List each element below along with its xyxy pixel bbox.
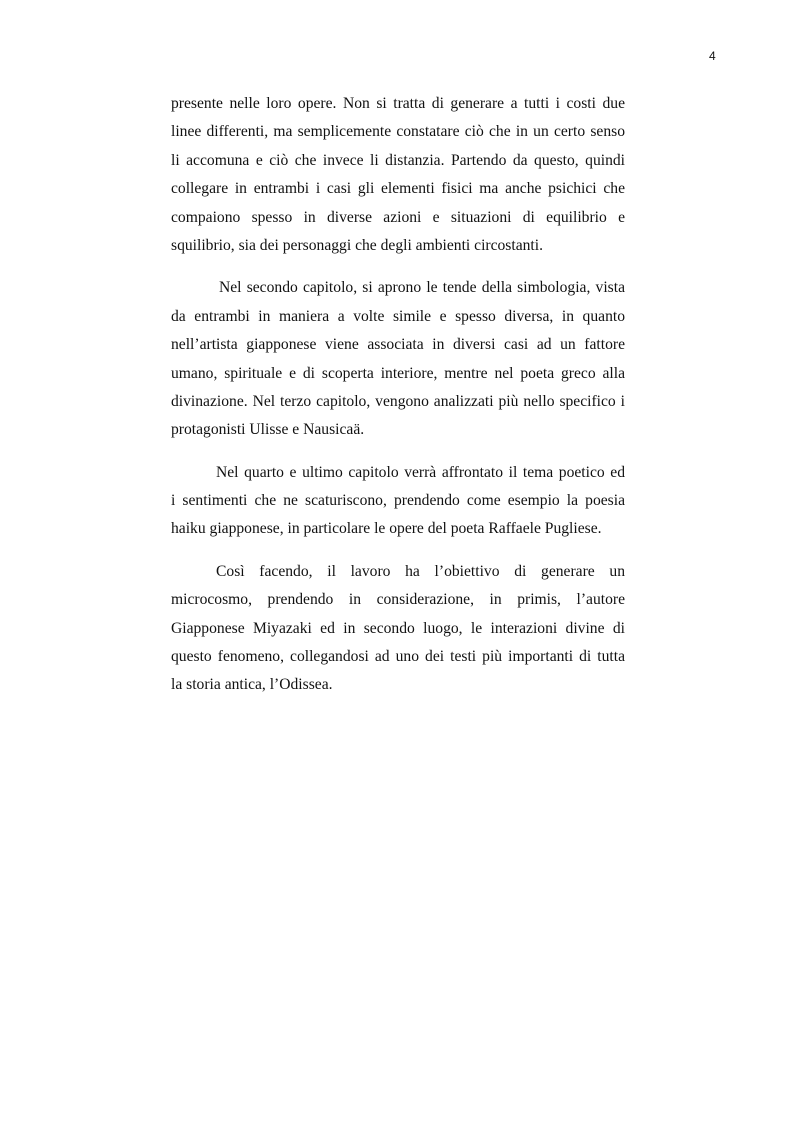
text-line: protagonisti Ulisse e Nausicaä. (171, 421, 365, 439)
text-line: nell’artista giapponese viene associata in diversi casi ad un fattore (171, 336, 625, 354)
text-line: collegare in entrambi i casi gli elementi fisici ma anche psichici che (171, 180, 625, 198)
text-line: squilibrio, sia dei personaggi che degli ambienti circostanti. (171, 236, 543, 254)
text-line: Giapponese Miyazaki ed in secondo luogo, le interazioni divine di (171, 619, 625, 637)
text-line: Così facendo, il lavoro ha l’obiettivo di generare un (216, 562, 625, 580)
text-line: questo fenomeno, collegandosi ad uno dei testi più importanti di tutta (171, 648, 625, 666)
document-body (171, 90, 625, 714)
text-line: compaiono spesso in diverse azioni e situazioni di equilibrio e (171, 208, 625, 226)
text-line: da entrambi in maniera a volte simile e spesso diversa, in quanto (171, 307, 625, 325)
paragraph-2 (171, 274, 625, 444)
text-line: li accomuna e ciò che invece li distanzia. Partendo da questo, quindi (171, 151, 625, 169)
page-number: 4 (709, 49, 716, 63)
text-line: umano, spirituale e di scoperta interiore, mentre nel poeta greco alla (171, 364, 625, 382)
text-line: Nel secondo capitolo, si aprono le tende della simbologia, vista (219, 279, 625, 297)
text-line: haiku giapponese, in particolare le opere del poeta Raffaele Pugliese. (171, 520, 602, 538)
paragraph-3 (171, 459, 625, 544)
text-line: microcosmo, prendendo in considerazione, in primis, l’autore (171, 591, 625, 609)
text-line: linee differenti, ma semplicemente constatare ciò che in un certo senso (171, 123, 625, 141)
paragraph-4 (171, 558, 625, 700)
paragraph-1 (171, 90, 625, 260)
text-line: la storia antica, l’Odissea. (171, 676, 333, 694)
text-line: presente nelle loro opere. Non si tratta di generare a tutti i costi due (171, 95, 625, 112)
text-line: i sentimenti che ne scaturiscono, prendendo come esempio la poesia (171, 492, 625, 510)
text-line: Nel quarto e ultimo capitolo verrà affrontato il tema poetico ed (216, 463, 625, 481)
text-line: divinazione. Nel terzo capitolo, vengono analizzati più nello specifico i (171, 392, 625, 410)
